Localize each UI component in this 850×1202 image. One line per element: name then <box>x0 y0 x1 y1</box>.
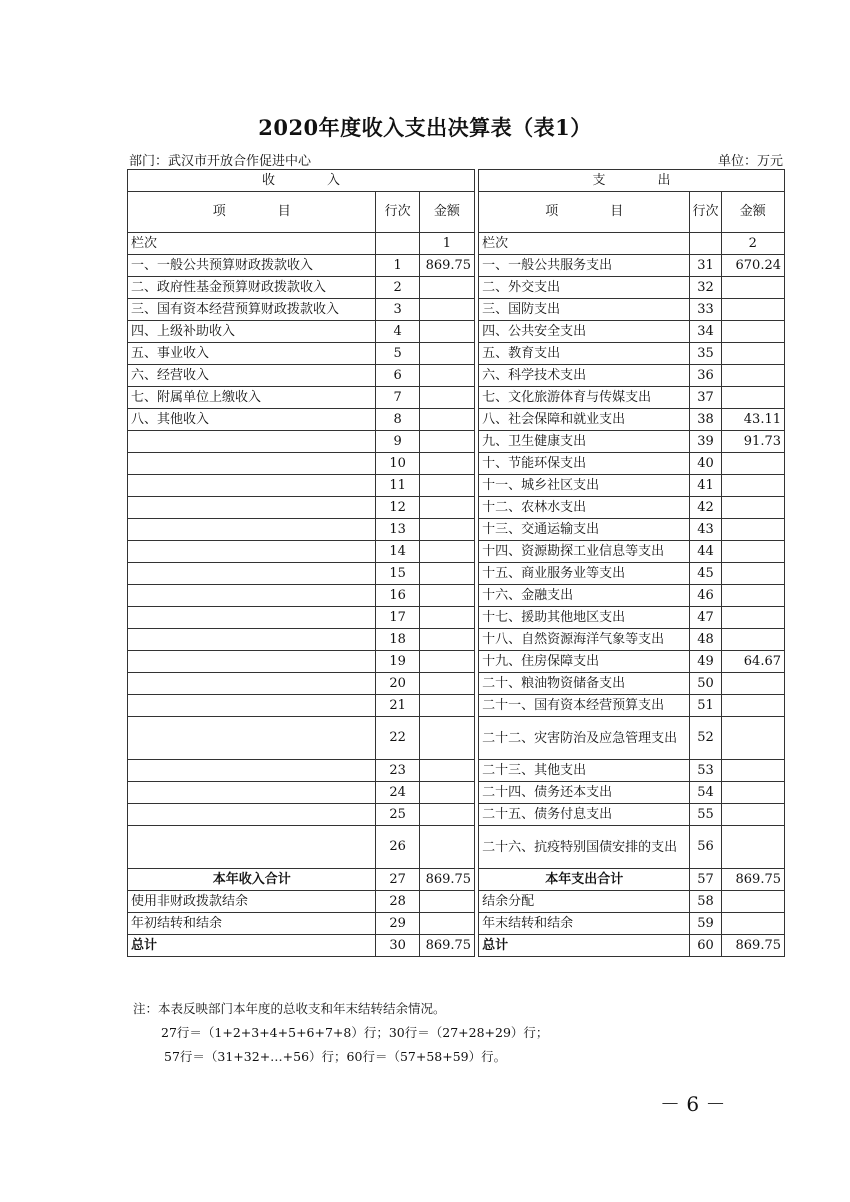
expense-item-cell: 十五、商业服务业等支出 <box>479 563 690 585</box>
expense-row-no-cell: 57 <box>690 869 721 891</box>
expense-item-cell: 十一、城乡社区支出 <box>479 475 690 497</box>
income-item-cell <box>128 651 376 673</box>
expense-item-cell: 年末结转和结余 <box>479 913 690 935</box>
page-title: 2020年度收入支出决算表（表1） <box>258 115 592 140</box>
expense-amount-cell <box>721 387 784 409</box>
table-row <box>128 299 785 321</box>
expense-row-no-cell: 33 <box>690 299 721 321</box>
income-amount-cell <box>419 826 474 869</box>
table-meta <box>127 150 783 168</box>
income-lanci-empty <box>376 233 419 255</box>
income-item-cell <box>128 585 376 607</box>
income-row-no-cell: 16 <box>376 585 419 607</box>
expense-amount-cell <box>721 541 784 563</box>
income-row-no-cell: 4 <box>376 321 419 343</box>
income-amount-cell <box>419 321 474 343</box>
income-item-cell: 六、经营收入 <box>128 365 376 387</box>
income-amount-cell <box>419 409 474 431</box>
expense-amount-cell <box>721 804 784 826</box>
income-expense-table <box>127 169 785 957</box>
expense-item-cell: 二、外交支出 <box>479 277 690 299</box>
income-item-cell: 三、国有资本经营预算财政拨款收入 <box>128 299 376 321</box>
income-row-no-header: 行次 <box>376 192 419 233</box>
expense-row-no-cell: 42 <box>690 497 721 519</box>
expense-row-no-cell: 54 <box>690 782 721 804</box>
income-item-cell <box>128 673 376 695</box>
table-row <box>128 277 785 299</box>
expense-amount-cell <box>721 321 784 343</box>
expense-item-cell: 本年支出合计 <box>479 869 690 891</box>
income-item-cell <box>128 453 376 475</box>
expense-amount-cell <box>721 891 784 913</box>
expense-row-no-cell: 60 <box>690 935 721 957</box>
income-amount-cell <box>419 804 474 826</box>
expense-item-cell: 二十三、其他支出 <box>479 760 690 782</box>
expense-item-cell: 十四、资源勘探工业信息等支出 <box>479 541 690 563</box>
income-row-no-cell: 29 <box>376 913 419 935</box>
income-lanci-no: 1 <box>419 233 474 255</box>
expense-row-no-cell: 40 <box>690 453 721 475</box>
income-row-no-cell: 3 <box>376 299 419 321</box>
expense-row-no-cell: 58 <box>690 891 721 913</box>
income-item-cell: 五、事业收入 <box>128 343 376 365</box>
expense-item-cell: 二十、粮油物资储备支出 <box>479 673 690 695</box>
income-row-no-cell: 6 <box>376 365 419 387</box>
expense-item-cell: 九、卫生健康支出 <box>479 431 690 453</box>
expense-item-cell: 二十五、债务付息支出 <box>479 804 690 826</box>
income-row-no-cell: 11 <box>376 475 419 497</box>
income-item-cell: 年初结转和结余 <box>128 913 376 935</box>
lanci-row <box>128 233 785 255</box>
expense-amount-cell: 43.11 <box>721 409 784 431</box>
income-item-cell: 本年收入合计 <box>128 869 376 891</box>
income-item-cell <box>128 519 376 541</box>
income-item-cell <box>128 563 376 585</box>
note-line-2: 27行＝（1+2+3+4+5+6+7+8）行；30行＝（27+28+29）行； <box>161 1025 549 1040</box>
income-row-no-cell: 24 <box>376 782 419 804</box>
unit-label: 单位：万元 <box>717 154 783 169</box>
table-row <box>128 541 785 563</box>
income-amount-cell <box>419 431 474 453</box>
expense-row-no-cell: 43 <box>690 519 721 541</box>
expense-row-no-cell: 48 <box>690 629 721 651</box>
income-item-cell <box>128 475 376 497</box>
income-amount-cell <box>419 673 474 695</box>
income-row-no-cell: 17 <box>376 607 419 629</box>
income-amount-cell: 869.75 <box>419 255 474 277</box>
expense-row-no-cell: 49 <box>690 651 721 673</box>
expense-item-cell: 四、公共安全支出 <box>479 321 690 343</box>
income-item-cell: 二、政府性基金预算财政拨款收入 <box>128 277 376 299</box>
income-amount-cell <box>419 760 474 782</box>
income-row-no-cell: 30 <box>376 935 419 957</box>
table-row <box>128 891 785 913</box>
income-row-no-cell: 28 <box>376 891 419 913</box>
income-item-cell <box>128 431 376 453</box>
expense-row-no-cell: 39 <box>690 431 721 453</box>
expense-row-no-cell: 45 <box>690 563 721 585</box>
table-row <box>128 651 785 673</box>
expense-row-no-cell: 31 <box>690 255 721 277</box>
income-row-no-cell: 18 <box>376 629 419 651</box>
income-item-cell <box>128 717 376 760</box>
expense-item-cell: 十七、援助其他地区支出 <box>479 607 690 629</box>
expense-item-cell: 七、文化旅游体育与传媒支出 <box>479 387 690 409</box>
income-amount-cell: 869.75 <box>419 869 474 891</box>
income-lanci-label: 栏次 <box>128 233 376 255</box>
income-amount-cell <box>419 651 474 673</box>
income-row-no-cell: 15 <box>376 563 419 585</box>
income-amount-cell <box>419 607 474 629</box>
table-row <box>128 913 785 935</box>
expense-amount-cell <box>721 782 784 804</box>
expense-row-no-cell: 37 <box>690 387 721 409</box>
note-line-3: 57行＝（31+32+…+56）行；60行＝（57+58+59）行。 <box>164 1049 507 1064</box>
expense-item-cell: 二十四、债务还本支出 <box>479 782 690 804</box>
income-row-no-cell: 23 <box>376 760 419 782</box>
expense-item-cell: 二十六、抗疫特别国债安排的支出 <box>479 826 690 869</box>
income-item-cell <box>128 607 376 629</box>
income-row-no-cell: 25 <box>376 804 419 826</box>
income-row-no-cell: 20 <box>376 673 419 695</box>
table-row <box>128 935 785 957</box>
expense-lanci-label: 栏次 <box>479 233 690 255</box>
income-row-no-cell: 9 <box>376 431 419 453</box>
note-line-1: 注：本表反映部门本年度的总收支和年末结转结余情况。 <box>133 1001 446 1016</box>
table-row <box>128 826 785 869</box>
table-row <box>128 255 785 277</box>
expense-row-no-cell: 52 <box>690 717 721 760</box>
income-item-cell <box>128 497 376 519</box>
expense-item-cell: 三、国防支出 <box>479 299 690 321</box>
table-row <box>128 760 785 782</box>
expense-amount-cell <box>721 563 784 585</box>
income-amount-cell <box>419 585 474 607</box>
expense-item-header: 项 目 <box>479 192 690 233</box>
income-item-cell: 使用非财政拨款结余 <box>128 891 376 913</box>
income-row-no-cell: 2 <box>376 277 419 299</box>
expense-amount-cell <box>721 629 784 651</box>
expense-lanci-empty <box>690 233 721 255</box>
expense-amount-cell <box>721 475 784 497</box>
table-row <box>128 365 785 387</box>
table-row <box>128 585 785 607</box>
expense-item-cell: 一、一般公共服务支出 <box>479 255 690 277</box>
income-item-cell <box>128 826 376 869</box>
expense-amount-cell: 869.75 <box>721 935 784 957</box>
income-amount-cell <box>419 387 474 409</box>
expense-item-cell: 二十一、国有资本经营预算支出 <box>479 695 690 717</box>
expense-amount-cell <box>721 607 784 629</box>
income-row-no-cell: 26 <box>376 826 419 869</box>
page-number: － 6 － <box>660 1092 726 1116</box>
expense-amount-cell <box>721 913 784 935</box>
expense-amount-cell <box>721 277 784 299</box>
income-amount-cell <box>419 299 474 321</box>
income-item-cell <box>128 541 376 563</box>
expense-item-cell: 十三、交通运输支出 <box>479 519 690 541</box>
expense-item-cell: 十八、自然资源海洋气象等支出 <box>479 629 690 651</box>
income-amount-cell <box>419 453 474 475</box>
table-row <box>128 629 785 651</box>
income-item-cell: 一、一般公共预算财政拨款收入 <box>128 255 376 277</box>
expense-item-cell: 十、节能环保支出 <box>479 453 690 475</box>
income-amount-cell: 869.75 <box>419 935 474 957</box>
income-amount-cell <box>419 695 474 717</box>
income-amount-header: 金额 <box>419 192 474 233</box>
department-label: 部门：武汉市开放合作促进中心 <box>129 154 312 169</box>
expense-amount-cell <box>721 717 784 760</box>
expense-amount-cell <box>721 826 784 869</box>
expense-row-no-cell: 44 <box>690 541 721 563</box>
table-row <box>128 387 785 409</box>
section-header-row <box>128 170 785 192</box>
income-item-cell <box>128 782 376 804</box>
income-row-no-cell: 13 <box>376 519 419 541</box>
table-row <box>128 409 785 431</box>
table-row <box>128 497 785 519</box>
expense-amount-cell <box>721 365 784 387</box>
income-amount-cell <box>419 497 474 519</box>
table-row <box>128 869 785 891</box>
expense-item-cell: 结余分配 <box>479 891 690 913</box>
expense-item-cell: 总计 <box>479 935 690 957</box>
table-row <box>128 607 785 629</box>
expense-amount-cell: 64.67 <box>721 651 784 673</box>
table-row <box>128 782 785 804</box>
expense-row-no-cell: 59 <box>690 913 721 935</box>
expense-row-no-cell: 35 <box>690 343 721 365</box>
expense-amount-cell <box>721 343 784 365</box>
expense-item-cell: 八、社会保障和就业支出 <box>479 409 690 431</box>
expense-item-cell: 十九、住房保障支出 <box>479 651 690 673</box>
expense-item-cell: 二十二、灾害防治及应急管理支出 <box>479 717 690 760</box>
column-header-row <box>128 192 785 233</box>
expense-row-no-cell: 34 <box>690 321 721 343</box>
expense-row-no-cell: 56 <box>690 826 721 869</box>
table-row <box>128 673 785 695</box>
income-amount-cell <box>419 343 474 365</box>
income-row-no-cell: 12 <box>376 497 419 519</box>
income-amount-cell <box>419 891 474 913</box>
expense-row-no-cell: 46 <box>690 585 721 607</box>
income-item-cell <box>128 804 376 826</box>
income-row-no-cell: 22 <box>376 717 419 760</box>
expense-amount-cell: 670.24 <box>721 255 784 277</box>
expense-row-no-cell: 36 <box>690 365 721 387</box>
income-amount-cell <box>419 913 474 935</box>
expense-row-no-cell: 41 <box>690 475 721 497</box>
table-row <box>128 343 785 365</box>
expense-amount-cell: 869.75 <box>721 869 784 891</box>
table-notes <box>133 997 548 1069</box>
expense-amount-cell <box>721 453 784 475</box>
expense-item-cell: 五、教育支出 <box>479 343 690 365</box>
expense-amount-cell <box>721 585 784 607</box>
income-item-cell: 四、上级补助收入 <box>128 321 376 343</box>
expense-item-cell: 十二、农林水支出 <box>479 497 690 519</box>
expense-amount-cell <box>721 299 784 321</box>
expense-amount-cell <box>721 695 784 717</box>
income-amount-cell <box>419 563 474 585</box>
table-row <box>128 453 785 475</box>
expense-row-no-cell: 38 <box>690 409 721 431</box>
income-item-cell <box>128 629 376 651</box>
income-row-no-cell: 7 <box>376 387 419 409</box>
income-amount-cell <box>419 629 474 651</box>
income-amount-cell <box>419 475 474 497</box>
expense-row-no-cell: 55 <box>690 804 721 826</box>
income-row-no-cell: 1 <box>376 255 419 277</box>
expense-item-cell: 六、科学技术支出 <box>479 365 690 387</box>
table-row <box>128 717 785 760</box>
income-item-cell: 八、其他收入 <box>128 409 376 431</box>
expense-amount-cell: 91.73 <box>721 431 784 453</box>
expense-lanci-no: 2 <box>721 233 784 255</box>
income-amount-cell <box>419 519 474 541</box>
expense-row-no-cell: 53 <box>690 760 721 782</box>
income-amount-cell <box>419 782 474 804</box>
income-item-header: 项 目 <box>128 192 376 233</box>
expense-row-no-cell: 51 <box>690 695 721 717</box>
expense-amount-cell <box>721 673 784 695</box>
expense-row-no-cell: 47 <box>690 607 721 629</box>
expense-amount-cell <box>721 519 784 541</box>
income-item-cell <box>128 760 376 782</box>
table-row <box>128 475 785 497</box>
income-row-no-cell: 10 <box>376 453 419 475</box>
income-row-no-cell: 19 <box>376 651 419 673</box>
income-section-header: 收 入 <box>128 170 475 192</box>
table-row <box>128 804 785 826</box>
expense-section-header: 支 出 <box>479 170 785 192</box>
income-item-cell: 七、附属单位上缴收入 <box>128 387 376 409</box>
expense-item-cell: 十六、金融支出 <box>479 585 690 607</box>
table-row <box>128 695 785 717</box>
expense-amount-cell <box>721 760 784 782</box>
table-row <box>128 563 785 585</box>
expense-amount-header: 金额 <box>721 192 784 233</box>
expense-amount-cell <box>721 497 784 519</box>
income-row-no-cell: 8 <box>376 409 419 431</box>
income-row-no-cell: 14 <box>376 541 419 563</box>
income-row-no-cell: 21 <box>376 695 419 717</box>
income-amount-cell <box>419 717 474 760</box>
income-item-cell: 总计 <box>128 935 376 957</box>
income-amount-cell <box>419 277 474 299</box>
expense-row-no-cell: 50 <box>690 673 721 695</box>
table-row <box>128 431 785 453</box>
expense-row-no-cell: 32 <box>690 277 721 299</box>
table-row <box>128 519 785 541</box>
income-amount-cell <box>419 541 474 563</box>
income-item-cell <box>128 695 376 717</box>
expense-row-no-header: 行次 <box>690 192 721 233</box>
income-row-no-cell: 27 <box>376 869 419 891</box>
table-row <box>128 321 785 343</box>
income-amount-cell <box>419 365 474 387</box>
income-row-no-cell: 5 <box>376 343 419 365</box>
